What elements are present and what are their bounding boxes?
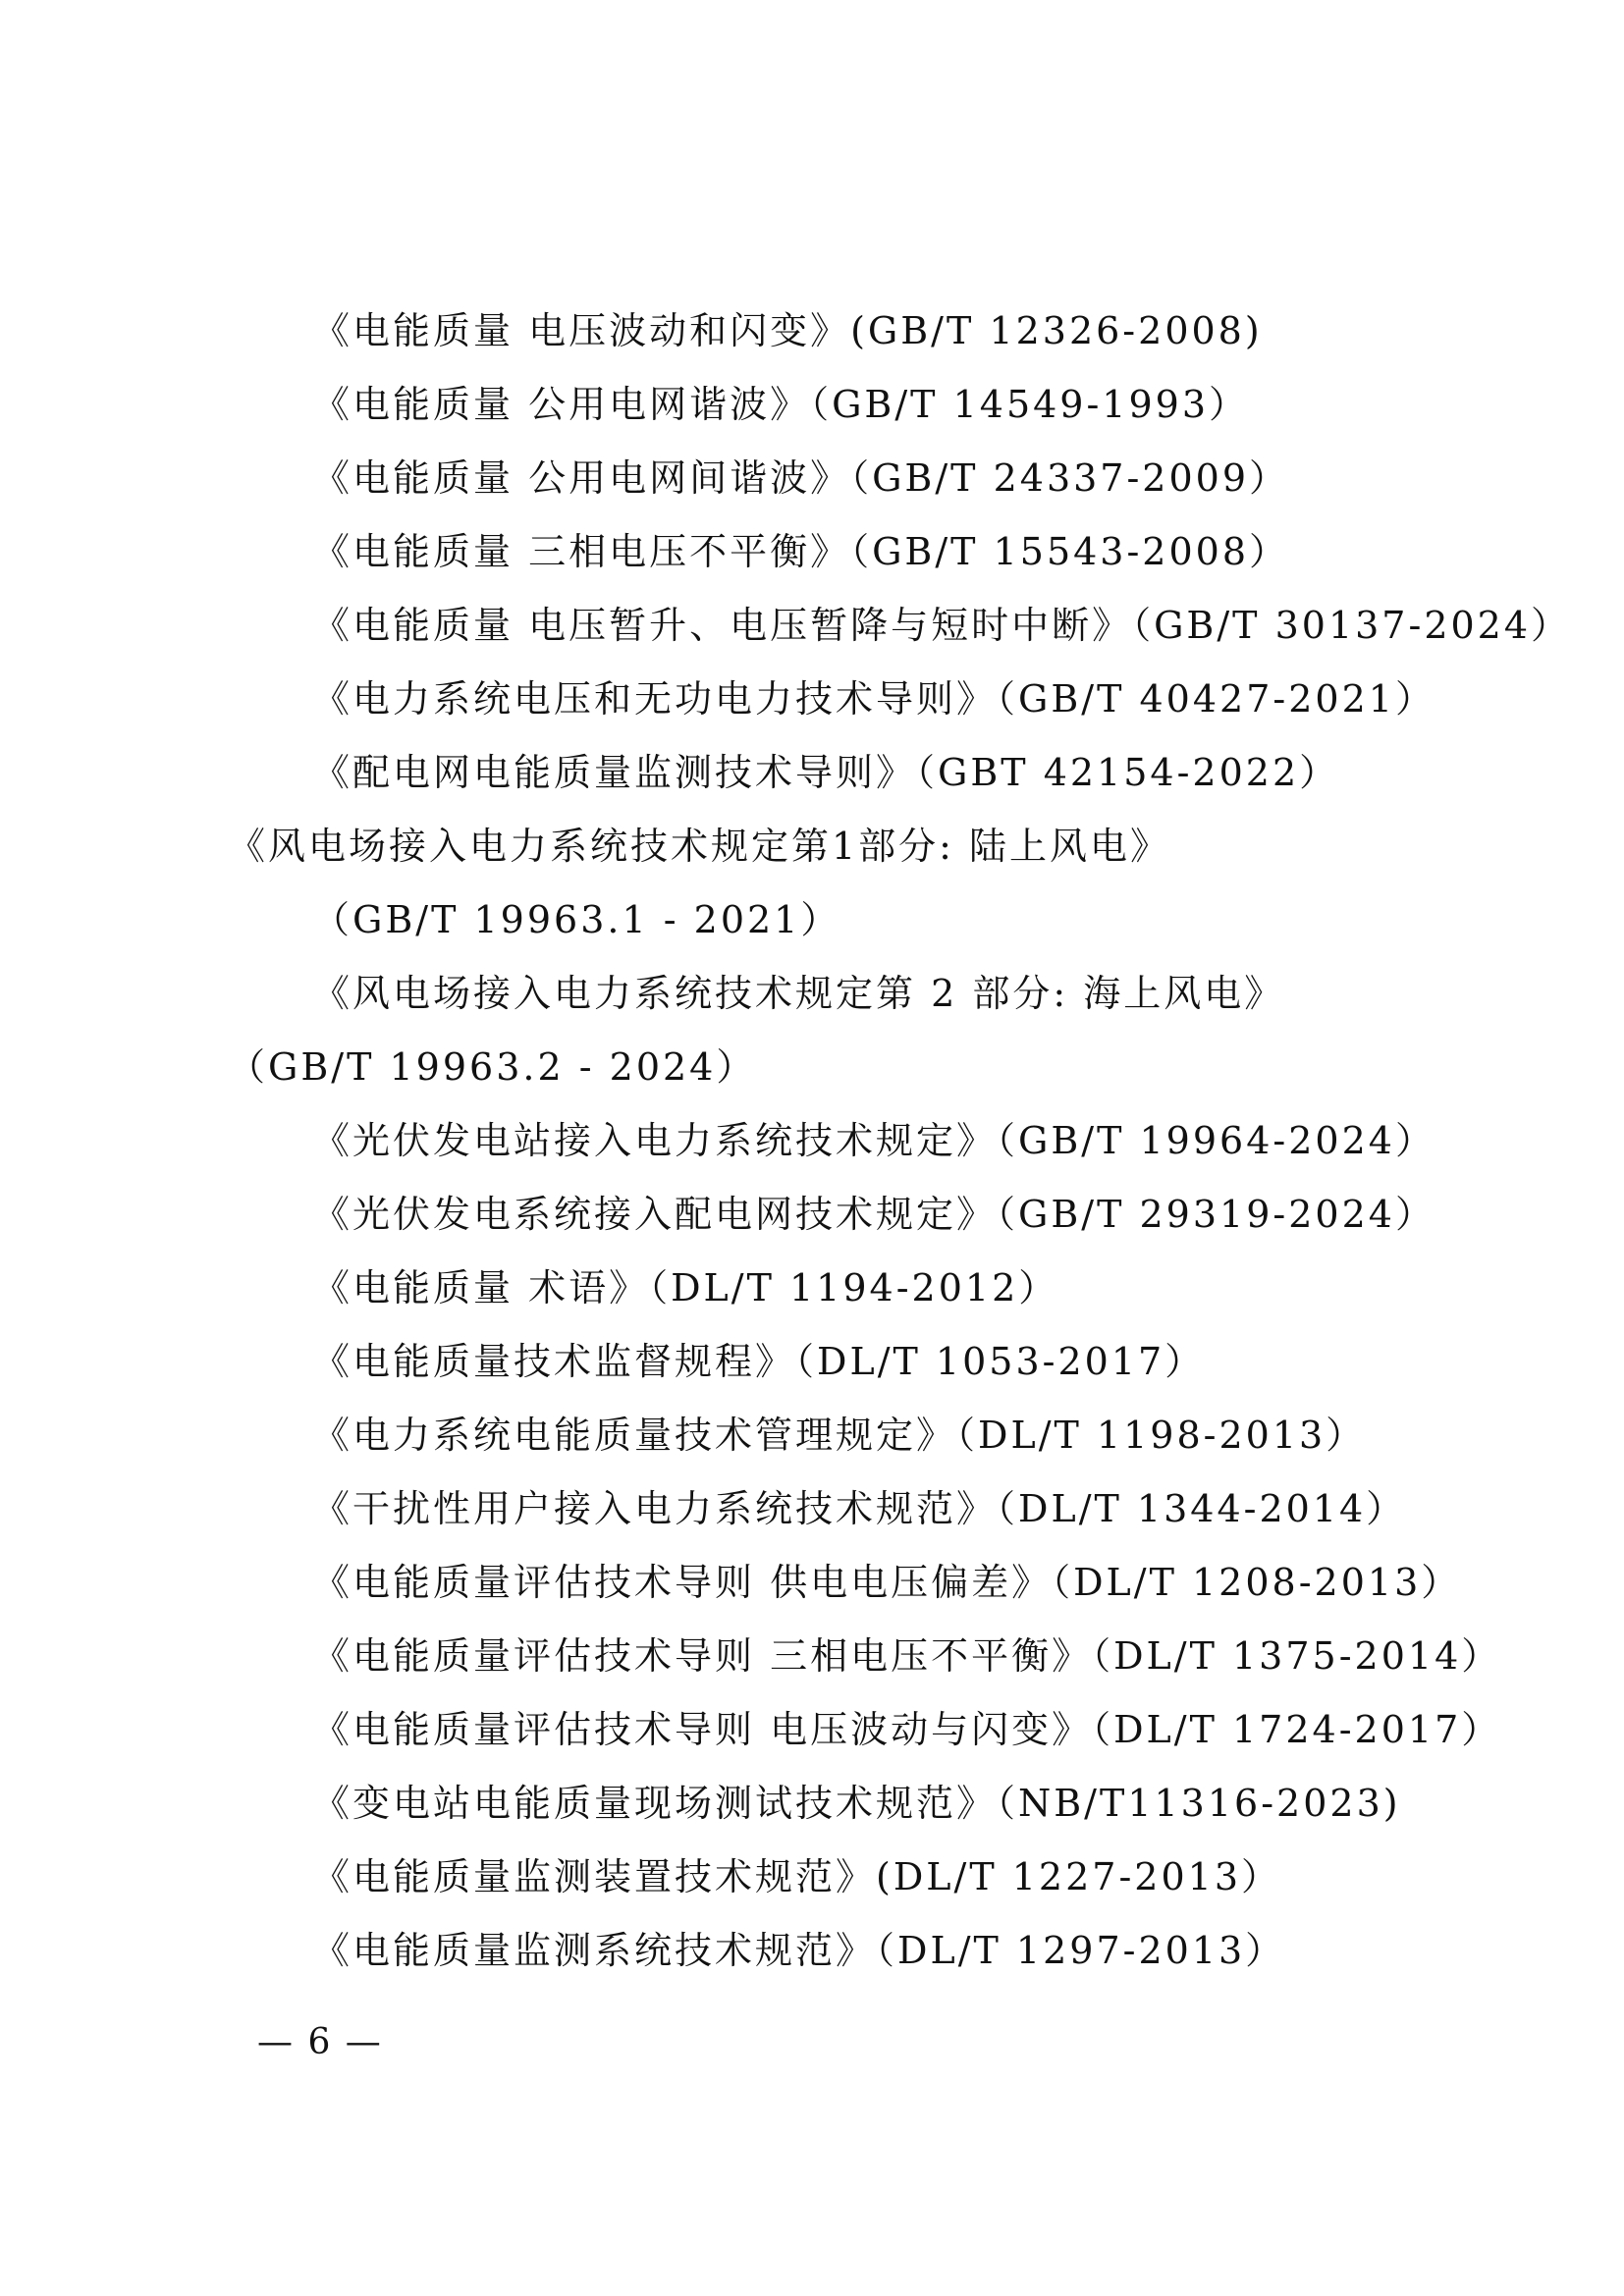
standard-line-21: 《电能质量监测系统技术规范》（DL/T 1297-2013） (312, 1929, 1286, 1972)
page-number: — 6 — (257, 2022, 383, 2062)
standard-line-19: 《变电站电能质量现场测试技术规范》（NB/T11316-2023) (312, 1782, 1401, 1825)
standard-line-8-continuation: （GB/T 19963.1 - 2021） (312, 898, 841, 941)
standard-line-6: 《电力系统电压和无功电力技术导则》（GB/T 40427-2021） (312, 677, 1435, 721)
standard-line-8: 《风电场接入电力系统技术规定第1部分: 陆上风电》 (228, 825, 1171, 868)
standard-line-2: 《电能质量 公用电网谐波》（GB/T 14549-1993） (312, 383, 1250, 426)
standard-line-4: 《电能质量 三相电压不平衡》（GB/T 15543-2008） (312, 530, 1290, 573)
standard-line-16: 《电能质量评估技术导则 供电电压偏差》（DL/T 1208-2013） (312, 1561, 1462, 1604)
standard-line-9: 《风电场接入电力系统技术规定第 2 部分: 海上风电》 (312, 972, 1285, 1015)
standard-line-7: 《配电网电能质量监测技术导则》（GBT 42154-2022） (312, 751, 1340, 794)
standard-line-18: 《电能质量评估技术导则 电压波动与闪变》（DL/T 1724-2017） (312, 1708, 1502, 1751)
standard-line-10: 《光伏发电站接入电力系统技术规定》（GB/T 19964-2024） (312, 1119, 1435, 1162)
standard-line-3: 《电能质量 公用电网间谐波》（GB/T 24337-2009） (312, 456, 1290, 500)
standard-line-17: 《电能质量评估技术导则 三相电压不平衡》（DL/T 1375-2014） (312, 1634, 1502, 1678)
standard-line-11: 《光伏发电系统接入配电网技术规定》（GB/T 29319-2024） (312, 1193, 1435, 1236)
standard-line-20: 《电能质量监测装置技术规范》(DL/T 1227-2013） (312, 1855, 1282, 1898)
standard-line-5: 《电能质量 电压暂升、电压暂降与短时中断》（GB/T 30137-2024） (312, 604, 1572, 647)
standard-line-12: 《电能质量 术语》（DL/T 1194-2012） (312, 1266, 1059, 1309)
standard-line-13: 《电能质量技术监督规程》（DL/T 1053-2017） (312, 1340, 1206, 1383)
standard-line-14: 《电力系统电能质量技术管理规定》（DL/T 1198-2013） (312, 1414, 1367, 1457)
standard-line-9-continuation: （GB/T 19963.2 - 2024） (228, 1045, 757, 1089)
standard-line-1: 《电能质量 电压波动和闪变》(GB/T 12326-2008) (312, 309, 1263, 352)
standard-line-15: 《干扰性用户接入电力系统技术规范》（DL/T 1344-2014） (312, 1487, 1407, 1530)
